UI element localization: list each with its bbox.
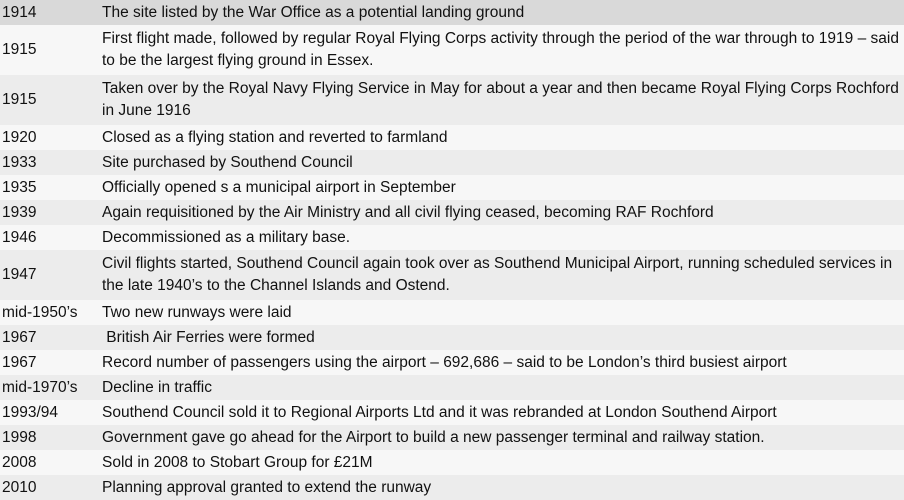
event-cell: Southend Council sold it to Regional Airports Ltd and it was rebranded at London Southend Airport [102,400,904,425]
table-row [0,450,904,475]
event-cell: British Air Ferries were formed [102,325,904,350]
year-cell: 1993/94 [0,400,102,425]
event-cell: Record number of passengers using the airport – 692,686 – said to be London’s third busiest airport [102,350,904,375]
year-cell: 1920 [0,125,102,150]
year-cell: 1939 [0,200,102,225]
year-cell: 1947 [0,250,102,300]
year-cell: 1915 [0,75,102,125]
event-cell: Sold in 2008 to Stobart Group for £21M [102,450,904,475]
year-cell: 2008 [0,450,102,475]
table-row [0,375,904,400]
year-cell: 1967 [0,325,102,350]
table-row [0,200,904,225]
event-cell: First flight made, followed by regular Royal Flying Corps activity through the period of the war through to 1919 – said to be the largest flying ground in Essex. [102,25,904,75]
event-cell: Closed as a flying station and reverted to farmland [102,125,904,150]
event-cell: Planning approval granted to extend the runway [102,475,904,500]
year-cell: 1935 [0,175,102,200]
table-row [0,400,904,425]
event-cell: The site listed by the War Office as a potential landing ground [102,0,904,25]
event-cell: Again requisitioned by the Air Ministry and all civil flying ceased, becoming RAF Rochford [102,200,904,225]
year-cell: 1915 [0,25,102,75]
table-row [0,475,904,500]
event-cell: Decommissioned as a military base. [102,225,904,250]
table-row [0,175,904,200]
table-row [0,300,904,325]
table-row [0,425,904,450]
table-row [0,75,904,125]
year-cell: 1998 [0,425,102,450]
year-cell: mid-1950’s [0,300,102,325]
event-cell: Taken over by the Royal Navy Flying Service in May for about a year and then became Royal Flying Corps Rochford in June 1916 [102,75,904,125]
table-row [0,325,904,350]
table-row [0,350,904,375]
year-cell: 1967 [0,350,102,375]
table-row [0,0,904,25]
year-cell: 1946 [0,225,102,250]
year-cell: 1933 [0,150,102,175]
event-cell: Civil flights started, Southend Council again took over as Southend Municipal Airport, running scheduled services in the late 1940’s to the Channel Islands and Ostend. [102,250,904,300]
event-cell: Two new runways were laid [102,300,904,325]
table-row [0,225,904,250]
year-cell: mid-1970’s [0,375,102,400]
event-cell: Government gave go ahead for the Airport to build a new passenger terminal and railway station. [102,425,904,450]
event-cell: Site purchased by Southend Council [102,150,904,175]
table-row [0,250,904,300]
year-cell: 2010 [0,475,102,500]
table-row [0,125,904,150]
table-row [0,150,904,175]
event-cell: Decline in traffic [102,375,904,400]
table-row [0,25,904,75]
event-cell: Officially opened s a municipal airport in September [102,175,904,200]
year-cell: 1914 [0,0,102,25]
